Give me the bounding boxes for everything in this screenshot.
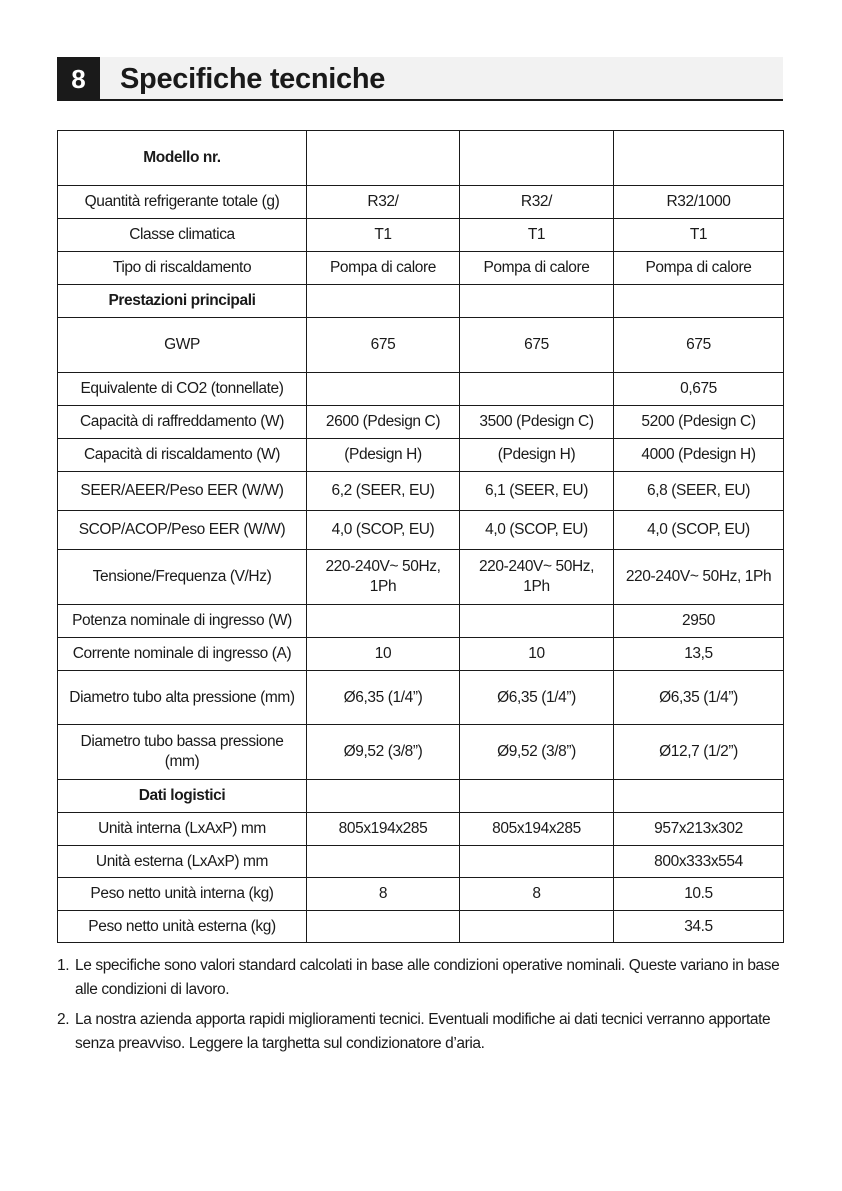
- table-row: [58, 550, 784, 605]
- table-row: [58, 846, 784, 878]
- row-label: Corrente nominale di ingresso (A): [58, 638, 307, 671]
- table-row: [58, 373, 784, 406]
- row-value: [460, 285, 614, 318]
- row-value: 220-240V~ 50Hz, 1Ph: [460, 550, 614, 605]
- row-value: [307, 911, 460, 943]
- row-label: Quantità refrigerante totale (g): [58, 186, 307, 219]
- footnote-number: 1.: [57, 957, 70, 974]
- row-label: Tipo di riscaldamento: [58, 252, 307, 285]
- footnote: [57, 954, 787, 1002]
- row-label: SEER/AEER/Peso EER (W/W): [58, 472, 307, 511]
- row-label: Classe climatica: [58, 219, 307, 252]
- row-value: 675: [307, 318, 460, 373]
- row-value: [460, 373, 614, 406]
- row-value: (Pdesign H): [460, 439, 614, 472]
- section-row: [58, 285, 784, 318]
- row-label: Capacità di raffreddamento (W): [58, 406, 307, 439]
- row-value: Pompa di calore: [307, 252, 460, 285]
- section-label: Prestazioni principali: [58, 285, 307, 318]
- row-value: 957x213x302: [614, 813, 784, 846]
- row-value: 675: [614, 318, 784, 373]
- row-value: Pompa di calore: [614, 252, 784, 285]
- table-row: [58, 219, 784, 252]
- row-value: 4,0 (SCOP, EU): [614, 511, 784, 550]
- row-value: R32/: [307, 186, 460, 219]
- section-header: [57, 57, 783, 101]
- row-value: R32/: [460, 186, 614, 219]
- table-row: [58, 671, 784, 725]
- row-label: SCOP/ACOP/Peso EER (W/W): [58, 511, 307, 550]
- row-value: 6,8 (SEER, EU): [614, 472, 784, 511]
- row-value: [307, 373, 460, 406]
- table-row: [58, 878, 784, 911]
- row-value: Ø9,52 (3/8”): [307, 725, 460, 780]
- row-label: Peso netto unità esterna (kg): [58, 911, 307, 943]
- row-label: Diametro tubo bassa pressione (mm): [58, 725, 307, 780]
- row-value: [460, 605, 614, 638]
- row-value: 6,2 (SEER, EU): [307, 472, 460, 511]
- row-value: 4,0 (SCOP, EU): [307, 511, 460, 550]
- row-value: Ø6,35 (1/4”): [460, 671, 614, 725]
- row-value: [460, 780, 614, 813]
- table-row: [58, 439, 784, 472]
- row-value: T1: [307, 219, 460, 252]
- row-value: [307, 285, 460, 318]
- row-label: Peso netto unità interna (kg): [58, 878, 307, 911]
- row-value: 800x333x554: [614, 846, 784, 878]
- row-value: 10: [307, 638, 460, 671]
- row-value: 4,0 (SCOP, EU): [460, 511, 614, 550]
- row-label: Unità interna (LxAxP) mm: [58, 813, 307, 846]
- model-label: Modello nr.: [58, 131, 307, 186]
- row-value: Ø9,52 (3/8”): [460, 725, 614, 780]
- table-header-row: [58, 131, 784, 186]
- row-value: 805x194x285: [307, 813, 460, 846]
- footnote-text: Le specifiche sono valori standard calcolati in base alle condizioni operative nominali. Queste variano in base alle condizioni di lavoro.: [75, 957, 780, 998]
- row-value: Ø6,35 (1/4”): [307, 671, 460, 725]
- table-row: [58, 638, 784, 671]
- row-label: Equivalente di CO2 (tonnellate): [58, 373, 307, 406]
- row-value: [460, 911, 614, 943]
- model-cell: [460, 131, 614, 186]
- row-value: R32/1000: [614, 186, 784, 219]
- row-value: Ø12,7 (1/2”): [614, 725, 784, 780]
- model-cell: [307, 131, 460, 186]
- table-row: [58, 511, 784, 550]
- row-value: (Pdesign H): [307, 439, 460, 472]
- specs-table: [57, 130, 784, 943]
- row-value: 4000 (Pdesign H): [614, 439, 784, 472]
- row-value: [307, 605, 460, 638]
- section-label: Dati logistici: [58, 780, 307, 813]
- row-value: 8: [460, 878, 614, 911]
- row-label: Capacità di riscaldamento (W): [58, 439, 307, 472]
- chapter-number: 8: [57, 57, 100, 101]
- row-value: 805x194x285: [460, 813, 614, 846]
- row-value: 8: [307, 878, 460, 911]
- row-value: 5200 (Pdesign C): [614, 406, 784, 439]
- row-value: [307, 780, 460, 813]
- row-value: [614, 780, 784, 813]
- page-title: Specifiche tecniche: [100, 57, 783, 101]
- footnote-text: La nostra azienda apporta rapidi miglioramenti tecnici. Eventuali modifiche ai dati tecnici verranno apportate senza preavviso. Leggere la targhetta sul condizionatore d’aria.: [75, 1011, 771, 1052]
- row-value: [460, 846, 614, 878]
- model-cell: [614, 131, 784, 186]
- row-value: 220-240V~ 50Hz, 1Ph: [614, 550, 784, 605]
- row-value: 2600 (Pdesign C): [307, 406, 460, 439]
- row-value: 6,1 (SEER, EU): [460, 472, 614, 511]
- row-value: Pompa di calore: [460, 252, 614, 285]
- row-value: T1: [460, 219, 614, 252]
- row-value: 34.5: [614, 911, 784, 943]
- row-value: 10: [460, 638, 614, 671]
- footnote: [57, 1008, 787, 1056]
- row-value: 13,5: [614, 638, 784, 671]
- section-row: [58, 780, 784, 813]
- row-value: T1: [614, 219, 784, 252]
- row-label: Unità esterna (LxAxP) mm: [58, 846, 307, 878]
- table-row: [58, 318, 784, 373]
- row-label: Diametro tubo alta pressione (mm): [58, 671, 307, 725]
- table-row: [58, 252, 784, 285]
- row-value: 675: [460, 318, 614, 373]
- footnote-number: 2.: [57, 1011, 70, 1028]
- row-label: GWP: [58, 318, 307, 373]
- row-label: Tensione/Frequenza (V/Hz): [58, 550, 307, 605]
- row-value: [614, 285, 784, 318]
- table-row: [58, 472, 784, 511]
- row-value: [307, 846, 460, 878]
- table-row: [58, 605, 784, 638]
- row-value: Ø6,35 (1/4”): [614, 671, 784, 725]
- table-row: [58, 911, 784, 943]
- row-value: 3500 (Pdesign C): [460, 406, 614, 439]
- row-value: 0,675: [614, 373, 784, 406]
- row-value: 10.5: [614, 878, 784, 911]
- row-value: 2950: [614, 605, 784, 638]
- table-row: [58, 406, 784, 439]
- table-row: [58, 813, 784, 846]
- row-value: 220-240V~ 50Hz, 1Ph: [307, 550, 460, 605]
- row-label: Potenza nominale di ingresso (W): [58, 605, 307, 638]
- table-row: [58, 186, 784, 219]
- table-row: [58, 725, 784, 780]
- footnotes: [57, 954, 787, 1062]
